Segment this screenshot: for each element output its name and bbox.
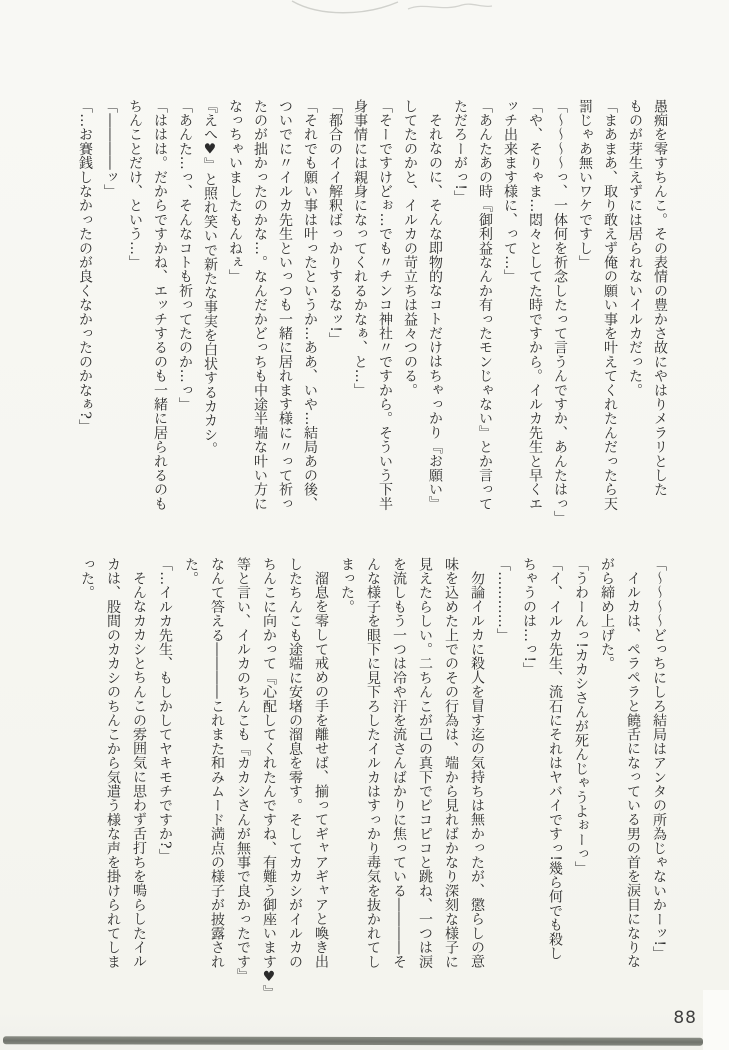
text-line: 愚痴を零すちんこ。その表情の豊かさ故にやはりメラリとした bbox=[652, 99, 668, 497]
text-line: 『えへ♥』と照れ笑いで新たな事実を白状するカカシ。 bbox=[202, 99, 218, 456]
text-line: 等と言い、イルカのちんこも『カカシさんが無事で良かったです』 bbox=[235, 557, 251, 983]
text-line: 「都合のイイ解釈ばっかりするなッ!」 bbox=[327, 99, 343, 347]
text-line: 見えたらしい。二ちんこが己の真下でピコピコと跳ね、一つは涙 bbox=[417, 557, 433, 969]
text-line: ちゃうのは…っ!」 bbox=[521, 557, 537, 677]
text-line: た。 bbox=[183, 557, 199, 586]
text-line: まった。 bbox=[339, 557, 355, 614]
text-line: それなのに、そんな即物的なコトだけはちゃっかり『お願い』 bbox=[427, 113, 443, 511]
page-showthrough-marks bbox=[0, 0, 729, 22]
text-line: 「〜〜〜〜どっちにしろ結局はアンタの所為じゃないかーッ!」 bbox=[651, 557, 667, 961]
text-line: 勿論イルカに殺人を冒す迄の気持ちは無かったが、懲らしの意 bbox=[469, 571, 485, 969]
text-line: 「あんた…っ、そんなコトも祈ってたのか…っ」 bbox=[177, 99, 193, 412]
text-block-top bbox=[72, 99, 672, 547]
text-line: 「――――ッ」 bbox=[102, 99, 118, 199]
text-line: 「うわーんっ!カカシさんが死んじゃうよぉーっ」 bbox=[573, 557, 589, 876]
text-line: カは、股間のカカシのちんこから気遣う様な声を掛けられてしま bbox=[105, 557, 121, 969]
text-line: 「それでも願い事は叶ったというか…ああ、いや…結局あの後、 bbox=[302, 99, 318, 511]
text-line: 「…お賽銭しなかったのが良くなかったのかなぁ?」 bbox=[77, 99, 93, 434]
text-line: がら締め上げた。 bbox=[599, 557, 615, 671]
text-line: 「…………」 bbox=[495, 557, 511, 643]
text-line: 「〜〜〜〜っ、一体何を祈念したって言うんですか、あんたはっ」 bbox=[552, 99, 568, 525]
text-line: してたのかと、イルカの苛立ちは益々つのる。 bbox=[402, 99, 418, 398]
text-line: ちんことだけ、という…」 bbox=[127, 99, 143, 270]
text-line: 「ははは。だからですかね、エッチするのも一緒に居られるのも bbox=[152, 99, 168, 511]
text-line: ただろーがっ!」 bbox=[452, 99, 468, 205]
text-line: 溜息を零して戒めの手を離せば、揃ってギャアギャアと喚き出 bbox=[313, 571, 329, 969]
text-line: ちんこに向かって『心配してくれたんですね、有難う御座います♥』 bbox=[261, 557, 277, 1000]
text-line: たのが拙かったのかな…。なんだかどっちも中途半端な叶い方に bbox=[252, 99, 268, 511]
scan-edge-shadow bbox=[3, 1036, 703, 1045]
page-corner bbox=[703, 990, 729, 1050]
text-line: を流しもう一つは冷や汗を流さんばかりに焦っている――――そ bbox=[391, 557, 407, 969]
text-line: 「や、そりゃま…悶々としてた時ですから。イルカ先生と早くエ bbox=[527, 99, 543, 511]
text-line: なっちゃいましたもんねぇ」 bbox=[227, 99, 243, 284]
text-line: ッチ出来ます様に、って…」 bbox=[502, 99, 518, 284]
text-line: ついでに〃イルカ先生といっつも一緒に居れます様に〃って祈っ bbox=[277, 99, 293, 511]
text-line: 身事情には親身になってくれるかなぁ、と…」 bbox=[352, 99, 368, 398]
text-line: したちんこも途端に安堵の溜息を零す。そしてカカシがイルカの bbox=[287, 557, 303, 969]
text-line: った。 bbox=[79, 557, 95, 600]
text-line: なんて答える――――これまた和みムード満点の様子が披露され bbox=[209, 557, 225, 969]
text-line: 味を込めた上でのその行為は、端から見ればかなり深刻な様子に bbox=[443, 557, 459, 969]
text-block-bottom bbox=[74, 557, 672, 1009]
text-line: 「イ、イルカ先生、流石にそれはヤバイですっ!幾ら何でも殺し bbox=[547, 557, 563, 961]
text-line: 「そーですけどぉ…でも〃チンコ神社〃ですから。そういう下半 bbox=[377, 99, 393, 511]
text-line: ものが芽生えずには居られないイルカだった。 bbox=[627, 99, 643, 398]
text-line: 罰じゃあ無いワケですし」 bbox=[577, 99, 593, 270]
text-line: そんなカカシとちんこの雰囲気に思わず舌打ちを鳴らしたイル bbox=[131, 571, 147, 969]
text-line: 「まあまあ、取り敢えず俺の願い事を叶えてくれたんだったら天 bbox=[602, 99, 618, 511]
text-line: イルカは、ペラペラと饒舌になっている男の首を涙目になりな bbox=[625, 571, 641, 969]
text-line: んな様子を眼下に見下ろしたイルカはすっかり毒気を抜かれてし bbox=[365, 557, 381, 969]
page-number: 88 bbox=[673, 1008, 697, 1028]
text-line: 「…イルカ先生、もしかしてヤキモチですか?」 bbox=[157, 557, 173, 863]
text-line: 「あんたあの時『御利益なんか有ったモンじゃない』とか言って bbox=[477, 99, 493, 511]
